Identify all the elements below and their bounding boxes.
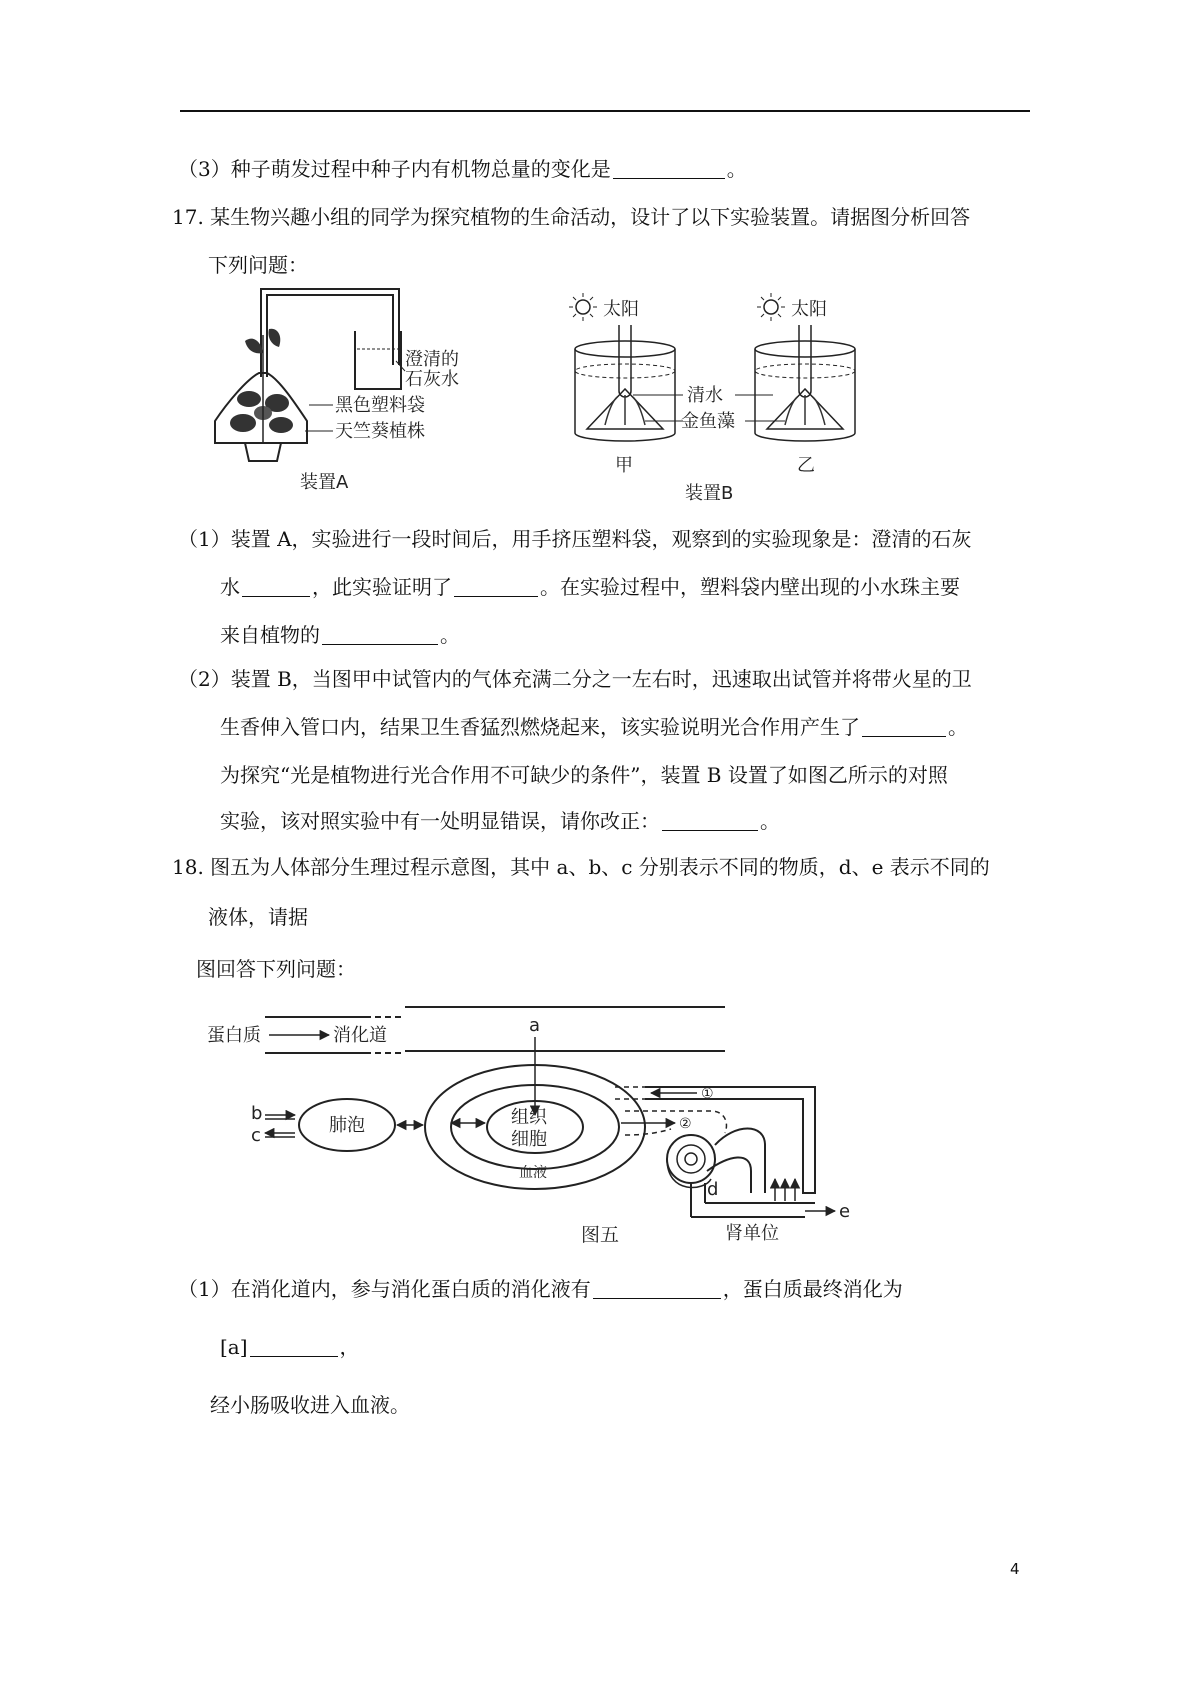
q18-stem-line2: 液体，请据	[208, 905, 308, 929]
label-c: c	[251, 1125, 261, 1146]
answer-blank[interactable]	[322, 624, 438, 645]
label-yi: 乙	[797, 455, 815, 476]
q18-part1-line3: 经小肠吸收进入血液。	[210, 1393, 410, 1417]
q16-part3-line: （3）种子萌发过程中种子内有机物总量的变化是 。	[178, 157, 747, 181]
q17-part1-line3: 来自植物的 。	[220, 623, 460, 647]
sun-icon	[757, 293, 785, 321]
label-protein: 蛋白质	[207, 1025, 261, 1046]
q18-part1-line2: [a] ，	[220, 1335, 360, 1359]
answer-blank[interactable]	[454, 576, 538, 597]
label-limewater-1: 澄清的	[405, 349, 459, 370]
label-tissue-2: 细胞	[511, 1129, 547, 1150]
q17-part2-line3: 为探究“光是植物进行光合作用不可缺少的条件”，装置 B 设置了如图乙所示的对照	[220, 763, 948, 787]
answer-blank[interactable]	[862, 716, 946, 737]
label-b: b	[251, 1103, 263, 1124]
figure-caption: 图五	[581, 1224, 620, 1246]
header-rule	[180, 110, 1030, 112]
label-water: 清水	[687, 385, 723, 406]
label-2: ②	[679, 1116, 692, 1132]
label-jia: 甲	[615, 455, 633, 476]
q17-part1-line2: 水 ，此实验证明了 。在实验过程中，塑料袋内壁出现的小水珠主要	[220, 575, 960, 599]
label-digestive-tract: 消化道	[333, 1025, 387, 1046]
caption-device-a: 装置A	[300, 472, 349, 493]
answer-blank[interactable]	[593, 1278, 721, 1299]
label-d: d	[707, 1179, 719, 1200]
answer-blank[interactable]	[613, 158, 725, 179]
q17-part2-line4: 实验，该对照实验中有一处明显错误，请你改正： 。	[220, 809, 780, 833]
answer-blank[interactable]	[662, 810, 758, 831]
q18-stem-line1: 18. 图五为人体部分生理过程示意图，其中 a、b、c 分别表示不同的物质，d、e 表示不同的	[172, 855, 990, 879]
page-number: 4	[1010, 1560, 1020, 1578]
label-e: e	[839, 1201, 851, 1222]
q17-stem-line1: 17. 某生物兴趣小组的同学为探究植物的生命活动，设计了以下实验装置。请据图分析回答	[172, 205, 971, 229]
label-nephron: 肾单位	[725, 1223, 779, 1244]
q16-part3-text: （3）种子萌发过程中种子内有机物总量的变化是	[178, 157, 611, 181]
label-tissue-1: 组织	[511, 1107, 547, 1128]
label-algae: 金鱼藻	[681, 411, 735, 432]
label-geranium: 天竺葵植株	[335, 421, 425, 442]
label-sun-1: 太阳	[603, 299, 639, 320]
label-a: a	[529, 1015, 541, 1036]
label-blood: 血液	[519, 1165, 547, 1181]
q17-part1-line1: （1）装置 A，实验进行一段时间后，用手挤压塑料袋，观察到的实验现象是：澄清的石灰	[178, 527, 972, 551]
label-1: ①	[701, 1086, 714, 1102]
caption-device-b: 装置B	[685, 483, 734, 504]
label-limewater-2: 石灰水	[405, 369, 459, 390]
q17-stem-line2: 下列问题：	[208, 253, 308, 277]
answer-blank[interactable]	[242, 576, 310, 597]
label-alveoli: 肺泡	[329, 1115, 365, 1136]
q17-figure-apparatus	[205, 275, 865, 515]
q18-stem-line3: 图回答下列问题：	[196, 957, 356, 981]
q18-part1-line1: （1）在消化道内，参与消化蛋白质的消化液有 ，蛋白质最终消化为	[178, 1277, 903, 1301]
label-sun-2: 太阳	[791, 299, 827, 320]
q17-part2-line2: 生香伸入管口内，结果卫生香猛烈燃烧起来，该实验说明光合作用产生了 。	[220, 715, 968, 739]
q17-part2-line1: （2）装置 B，当图甲中试管内的气体充满二分之一左右时，迅速取出试管并将带火星的卫	[178, 667, 972, 691]
sun-icon	[569, 293, 597, 321]
q18-figure-physiology	[205, 995, 865, 1250]
answer-blank[interactable]	[250, 1336, 338, 1357]
label-black-bag: 黑色塑料袋	[335, 395, 425, 416]
